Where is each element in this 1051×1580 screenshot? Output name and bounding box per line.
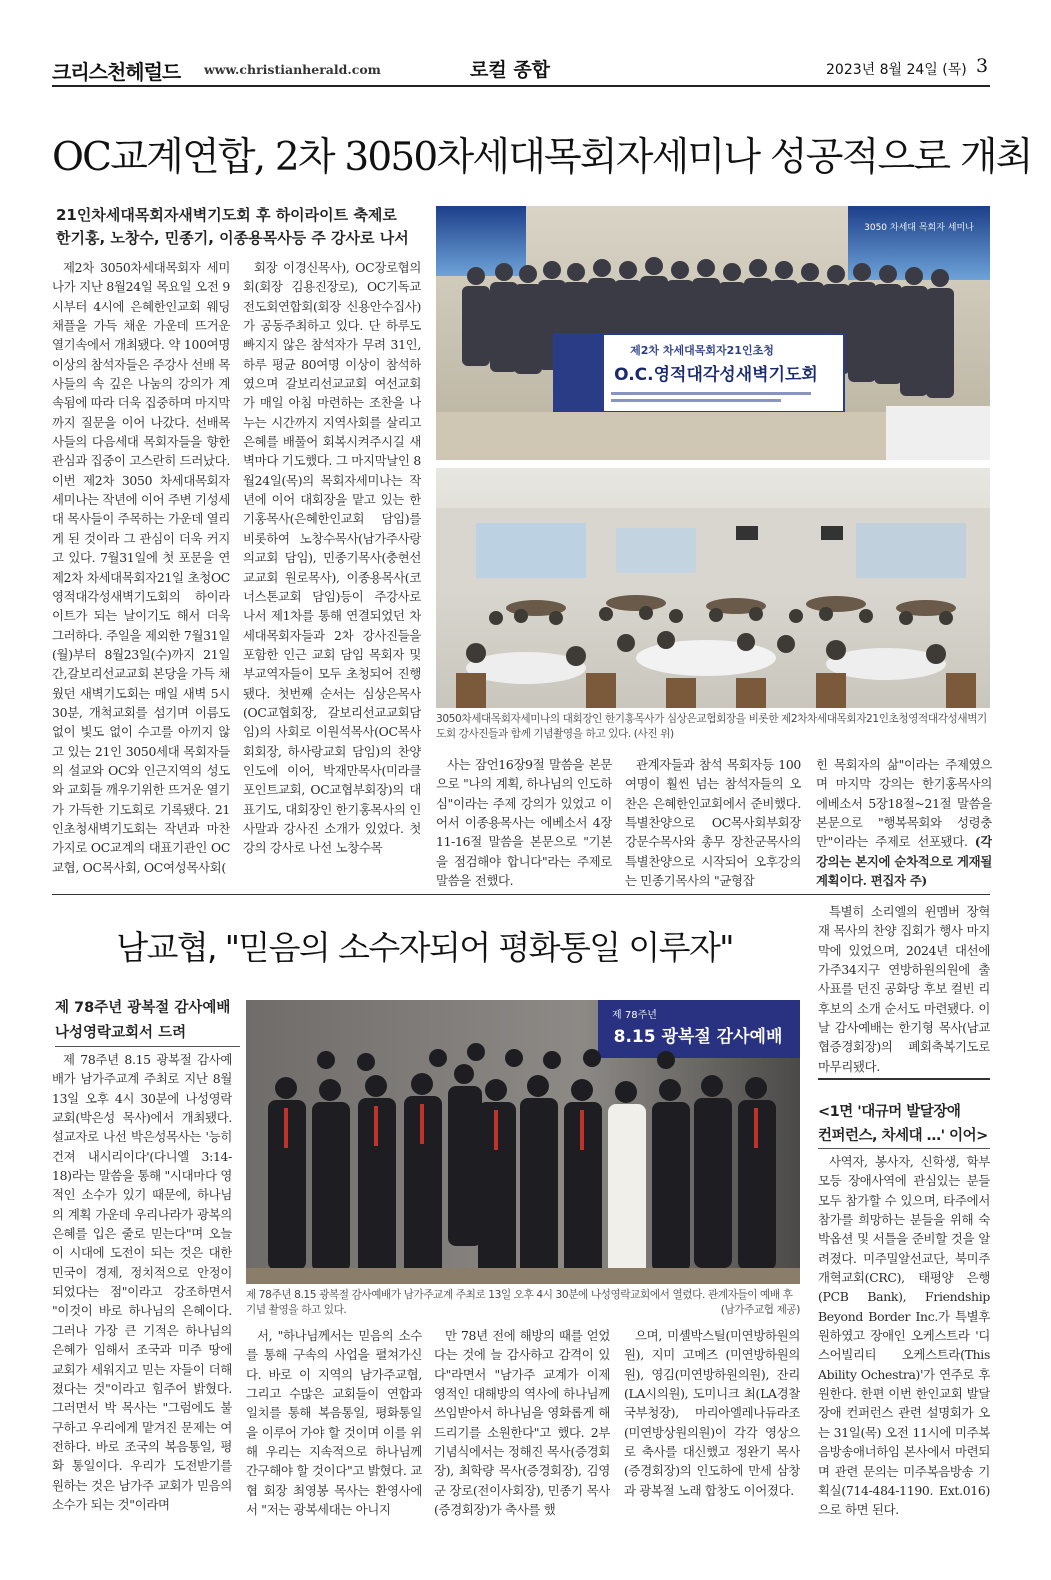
issue-date: 2023년 8월 24일 (목) — [826, 62, 967, 78]
screen-title: 3050 차세대 목회자 세미나 — [864, 223, 974, 233]
article1-photo-caption: 3050차세대목회자세미나의 대회장인 한기홍목사가 심상은교협회장을 비롯한 제2차차세대목회자21인초청영적대각성새벽기도회 강사진들과 함께 기념촬영을 하고 있다. (사진 위) — [436, 713, 987, 740]
article1-column-1 — [52, 258, 230, 888]
continued-rule-bottom — [818, 1148, 990, 1149]
article1-column-4-text: 관계자들과 참석 목회자등 100여명이 훨씬 넘는 참석자들의 오찬은 은혜한인교회에서 준비했다. 특별찬양으로 OC목사회부회장 강문수목사와 총무 장찬군목사의 특별찬양으로 시작되어 오후강의는 민종기목사의 "균형잡 — [625, 757, 801, 889]
article1-column-2-text: 회장 이경신목사), OC장로협의회(회장 김용진장로), OC기독교전도회연합회(회장 신용안수집사)가 공동주최하고 있다. 단 하루도 빠지지 않은 참석자가 무려 31인, 하루 평균 80여명 이상이 참석하였으며 갈보리선교교회 여선교회가 매일 아침 마련하는 조찬을 나누는 시간까지 지역사회를 살리고 은혜를 배풀어 회복시켜주시길 새벽마다 기도했다. 그 마지막날인 8월24일(목)의 목회자세미나는 작년에 이어 대회장을 맡고 있는 한기홍목사(은혜한인교회 담임)를 비롯하여 노창수목사(남가주사랑의교회 담임), 민종기목사(충현선교교회 원로목사), 이종용목사(코너스톤교회 담임)등이 주강사로 나서 제1차를 통해 연결되었던 차세대목회자들과 2차 강사진들을 포함한 인근 교회 담임 목회자 및 부교역자들이 모두 초청되어 진행됐다. 첫번째 순서는 심상은목사(OC교협회장, 갈보리선교교회담임)의 사회로 이원석목사(OC목사회회장, 하사랑교회 담임)의 찬양인도에 이어, 박재만목사(미라클포인트교회, OC교협부회장)의 대표기도, 대회장인 한기홍목사의 인사말과 강사진 소개가 있었다. 첫 강의 강사로 나선 노창수목 — [243, 260, 421, 856]
article2-photo-caption-text: 제 78주년 8.15 광복절 감사예배가 남가주교계 주최로 13일 오후 4시 30분에 나성영락교회에서 열렸다. 관계자들이 예배 후 기념 촬영을 하고 있다. — [246, 1289, 793, 1316]
article2-column-1-text: 제 78주년 8.15 광복절 감사예배가 남가주교계 주최로 지난 8월13일 오후 4시 30분에 나성영락교회(박은성 목사)에서 개최됐다. 설교자로 나선 박은성목사는 '능히 건져 내시리이다'(다니엘 3:14-18)라는 말씀을 통해 "시대마다 영적인 소수가 있기 때문에, 하나님의 계획 가운데 우리나라가 광복의 은혜를 입은 줄로 믿는다"며 오늘 이 시대에 도전이 되는 것은 대한민국이 경제, 정치적으로 안정이 되었다는 점"이라고 강조하면서 "이것이 바로 하나님의 은혜이다. 그러나 가장 큰 기적은 하나님의 은혜가 임해서 조국과 미주 땅에 교회가 세워지고 믿는 자들이 더해졌다는 것"이라고 힘주어 밝혔다. 그러면서 박 목사는 "그럼에도 불구하고 우리에게 맡겨진 문제는 여전하다. 바로 조국의 복음통일, 평화 통일이다. 우리가 도전받기를 원하는 것은 남가주 교회가 믿음의 소수가 되는 것"이라며 — [52, 1052, 232, 1512]
article1-subhead-line1: 21인차세대목회자새벽기도회 후 하이라이트 축제로 — [56, 206, 397, 224]
photo-credit: (남가주교협 제공) — [720, 1304, 800, 1316]
continued-title — [818, 1100, 990, 1148]
section-divider — [52, 894, 990, 895]
article2-subhead-line2: 나성영락교회서 드려 — [55, 1025, 187, 1041]
masthead-logo: 크리스천헤럴드 — [52, 60, 181, 84]
article1-group-photo — [436, 206, 990, 460]
article2-column-2 — [246, 1326, 422, 1521]
article1-column-5 — [816, 755, 992, 890]
article2-column-1 — [52, 1050, 232, 1520]
continued-column — [818, 1152, 990, 1522]
page-number: 3 — [976, 55, 989, 77]
article1-column-5-text: 힌 목회자의 삶"이라는 주제였으며 마지막 강의는 한기홍목사의 에베소서 5장18절~21절 말씀을 본문으로 "행복목회와 성령충만"이라는 주제로 선포됐다. — [816, 757, 992, 850]
editor-note: (각 강의는 본지에 순차적으로 게재될 계획이다. 편집자 주) — [816, 834, 992, 889]
article2-group-photo — [246, 1000, 800, 1284]
article2-subhead-rule — [55, 1046, 240, 1047]
article1-column-3 — [436, 755, 612, 890]
article2-column-3 — [434, 1326, 610, 1521]
banner-title: O.C.영적대각성새벽기도회 — [614, 365, 818, 385]
event-banner-title: 8.15 광복절 감사예배 — [613, 1027, 783, 1047]
continued-title-line1: <1면 '대규머 발달장애 — [818, 1104, 961, 1120]
article2-subhead — [55, 996, 240, 1046]
section-title: 로컬 종합 — [470, 59, 551, 81]
banner-subtitle: 제2차 차세대목회자21인초청 — [630, 344, 774, 357]
article1-subhead — [56, 204, 426, 250]
article2-column-5-text: 특별히 소리엘의 윈멤버 장혁재 목사의 찬양 집회가 행사 마지막에 있었으며, 2024년 대선에 가주34지구 연방하원의원에 출사표를 던진 공화당 후보 컬빈 리 후보의 소개 순서도 마련됐다. 이날 감사예배는 한기형 목사(남교협증경회장)의 폐회축복기도로 마무리됐다. — [818, 904, 990, 1074]
continued-title-line2: 컨퍼런스, 차세대 …' 이어> — [818, 1128, 988, 1144]
article1-hall-photo — [436, 468, 990, 708]
continued-text: 사역자, 봉사자, 신학생, 학부모등 장애사역에 관심있는 분들 모두 참가할 수 있으며, 타주에서 참가를 희망하는 분들을 위해 숙박옵션 및 서틀을 준비할 것을 알려졌다. 미주밀알선교단, 북미주개혁교회(CRC), 태평양 은행(PCB Bank), Friendship Beyond Border Inc.가 특별후원하였고 장애인 오케스트라 '디스어빌리티 오케스트라(This Ability Ochestra)'가 연주로 후원한다. 한편 이번 한인교회 발달장애 컨퍼런스 관련 설명회가 오는 31일(목) 오전 11시에 미주복음방송애너하임 본사에서 마련되며 관련 문의는 미주복음방송 기획실(714-484-1190. Ext.016)으로 하면 된다. — [818, 1154, 990, 1518]
masthead-rule — [52, 85, 990, 87]
article1-subhead-line2: 한기홍, 노창수, 민종기, 이종용목사등 주 강사로 나서 — [56, 229, 409, 247]
article2-column-4 — [624, 1326, 800, 1521]
article2-column-2-text: 서, "하나님께서는 믿음의 소수를 통해 구속의 사업을 펼쳐가신다. 바로 이 지역의 남가주교협, 그리고 수많은 교회들이 연합과 일치를 통해 복음통일, 평화통일을 이루어 가야 할 것이며 이를 위해 우리는 지속적으로 하나님께 간구해야 할 것이다"고 밝혔다. 교협 회장 최영봉 목사는 환영사에서 "저는 광복세대는 아니지 — [246, 1328, 422, 1518]
continued-rule-top — [818, 1078, 990, 1080]
article2-column-5 — [818, 902, 990, 1074]
article2-headline: 남교협, "믿음의 소수자되어 평화통일 이루자" — [116, 928, 733, 967]
masthead-url[interactable]: www.christianherald.com — [204, 62, 381, 77]
article2-subhead-line1: 제 78주년 광복절 감사예배 — [55, 1000, 231, 1016]
article1-headline: OC교계연합, 2차 3050차세대목회자세미나 성공적으로 개최 — [52, 135, 1032, 180]
article2-column-3-text: 만 78년 전에 해방의 때를 얻었다는 것에 늘 감사하고 감격이 있다"라면서 "남가주 교계가 이제 영적인 대해방의 역사에 하나님께 쓰임받아서 하나님을 영화롭게 해드리기를 소원한다"고 했다. 2부 기념식에서는 정해진 목사(증경회장), 최학량 목사(증경회장), 김영군 장로(전이사회장), 민종기 목사(증경회장)가 축사를 했 — [434, 1328, 610, 1518]
article2-column-4-text: 으며, 미셸박스틸(미연방하원의원), 지미 고메즈 (미연방하원의원), 영김(미연방하원의원), 잔리(LA시의원), 도미니크 최(LA경찰국부청장), 마리아엘레나듀라조(미연방상원의원)이 각각 영상으로 축사를 대신했고 정완기 목사(증경회장)의 인도하에 만세 삼창과 광복절 노래 합창도 이어졌다. — [624, 1328, 800, 1498]
article1-column-2 — [243, 258, 421, 888]
article1-column-1-text: 제2차 3050차세대목회자 세미나가 지난 8월24일 목요일 오전 9시부터 4시에 은혜한인교회 웨딩채플을 가득 채운 가운데 뜨거운 열기속에서 개최됐다. 약 100여명 이상의 참석자들은 주강사 선배 목사들의 속 깊은 나눔의 강의가 계속됨에 따라 더욱 집중하며 마지막 까지 질문을 이어 나갔다. 선배목사들의 다음세대 목회자들을 향한 관심과 집중이 고스란히 드러났다. 이번 제2차 3050 차세대목회자 세미나는 작년에 이어 주변 기성세대 목사들이 주목하는 가운데 열리게 된 것이라 그 관심이 더욱 커지고 있다. 7월31일에 첫 포문을 연 제2차 차세대목회자21일 초청OC영적대각성새벽기도회의 하이라이트가 되는 날이기도 해서 더욱 그러하다. 주일을 제외한 7월31일(월)부터 8월23일(수)까지 21일간,갈보리선교교회 본당을 가득 채웠던 새벽기도회는 매일 새벽 5시30분, 개척교회를 섬기며 이름도 없이 빛도 없이 수고를 아끼지 않고 있는 21인 3050세대 목회자들의 설교와 OC와 인근지역의 성도와 교회들 깨우기위한 뜨거운 열기가 가득한 기도회로 기록됐다. 21인초청새벽기도회는 작년과 마찬가지로 OC교계의 대표기관인 OC교협, OC목사회, OC여성목사회( — [52, 260, 230, 875]
article1-column-4 — [625, 755, 801, 890]
article1-column-3-text: 사는 잠언16장9절 말씀을 본문으로 "나의 계획, 하나님의 인도하심"이라는 주제 강의가 있었고 이어서 이종용목사는 에베소서 4장 11-16절 말씀을 본문으로 "기본을 점검해야 합니다"라는 주제로 말씀을 전했다. — [436, 757, 612, 889]
article2-photo-caption — [246, 1288, 800, 1318]
banner-small-text: 제 78주년 — [612, 1010, 657, 1021]
